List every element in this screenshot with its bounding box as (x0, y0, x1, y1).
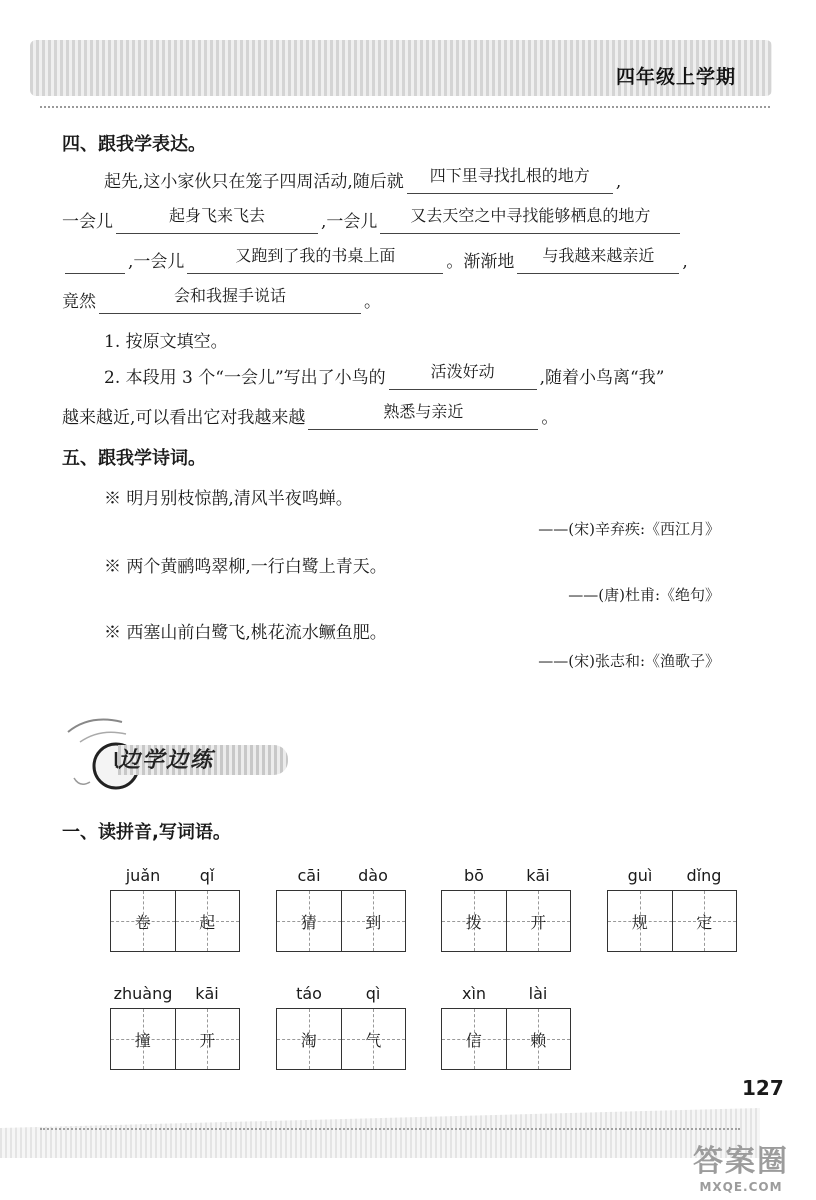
leading-blank (65, 273, 125, 274)
answer-char: 气 (365, 1030, 382, 1050)
answer-char: 猜 (300, 912, 317, 932)
section4-line-3: ,一会儿 又跑到了我的书桌上面 。渐渐地 与我越来越亲近 , (62, 250, 688, 274)
answer-char: 赖 (530, 1030, 547, 1050)
poem-line-2: ※ 两个黄鹂鸣翠柳,一行白鹭上青天。 (104, 557, 387, 577)
question-1: 1. 按原文填空。 (104, 332, 228, 352)
writing-grid (607, 890, 737, 952)
answer-blank-6: 会和我握手说话 (99, 291, 361, 314)
question-2-cont: 越来越近,可以看出它对我越来越 熟悉与亲近 。 (62, 402, 559, 428)
pinyin: kāi (526, 866, 550, 885)
exercise1-heading: 一、读拼音,写词语。 (62, 822, 231, 843)
answer-blank-2: 起身飞来飞去 (116, 211, 318, 234)
answer-char: 拨 (465, 912, 482, 932)
answer-blank-8: 熟悉与亲近 (308, 407, 538, 430)
answer-char: 开 (199, 1030, 216, 1050)
pinyin: táo (296, 984, 322, 1003)
section4-line-2: 一会儿 起身飞来飞去 ,一会儿 又去天空之中寻找能够栖息的地方 (62, 210, 683, 234)
answer-char: 到 (365, 912, 382, 932)
writing-grid (441, 1008, 571, 1070)
answer-blank-1: 四下里寻找扎根的地方 (407, 171, 613, 194)
pinyin: dǐng (686, 866, 722, 885)
writing-grid (276, 890, 406, 952)
section5-heading: 五、跟我学诗词。 (62, 448, 206, 469)
footer-divider (40, 1128, 740, 1130)
page-header-title: 四年级上学期 (615, 66, 736, 88)
answer-char: 信 (465, 1030, 482, 1050)
answer-char: 卷 (134, 912, 151, 932)
answer-char: 定 (696, 912, 713, 932)
header-divider (40, 106, 770, 108)
writing-grid (110, 1008, 240, 1070)
answer-blank-4: 又跑到了我的书桌上面 (187, 251, 443, 274)
pinyin: cāi (297, 866, 321, 885)
pinyin: qǐ (199, 866, 215, 885)
poem-line-1: ※ 明月别枝惊鹊,清风半夜鸣蝉。 (104, 489, 353, 509)
poem-source-1: ——(宋)辛弃疾:《西江月》 (538, 520, 720, 538)
answer-blank-7: 活泼好动 (389, 367, 537, 390)
answer-char: 开 (530, 912, 547, 932)
question-2: 2. 本段用 3 个“一会儿”写出了小鸟的 活泼好动 ,随着小鸟离“我” (104, 362, 665, 388)
pinyin: juǎn (125, 866, 161, 885)
section4-line-4: 竟然 会和我握手说话 。 (62, 286, 381, 312)
pinyin: dào (358, 866, 388, 885)
pinyin: zhuàng (113, 984, 173, 1003)
pinyin: bō (464, 866, 484, 885)
watermark-logo: 答案圈 MXQE.COM (693, 1144, 789, 1194)
answer-char: 淘 (300, 1030, 317, 1050)
pinyin: xìn (461, 984, 487, 1003)
page-number: 127 (742, 1076, 784, 1100)
pinyin: guì (627, 866, 653, 885)
answer-char: 起 (199, 912, 216, 932)
pinyin: qì (365, 984, 381, 1003)
writing-grid (110, 890, 240, 952)
poem-source-3: ——(宋)张志和:《渔歌子》 (538, 652, 720, 670)
section4-line-1: 起先,这小家伙只在笼子四周活动,随后就 四下里寻找扎根的地方 , (104, 166, 622, 192)
pinyin: kāi (195, 984, 219, 1003)
section4-heading: 四、跟我学表达。 (62, 134, 206, 155)
pinyin: lài (528, 984, 548, 1003)
writing-grid (441, 890, 571, 952)
answer-blank-5: 与我越来越亲近 (517, 251, 679, 274)
writing-grid (276, 1008, 406, 1070)
poem-source-2: ——(唐)杜甫:《绝句》 (568, 586, 720, 604)
answer-char: 撞 (134, 1030, 151, 1050)
answer-char: 规 (631, 912, 648, 932)
poem-line-3: ※ 西塞山前白鹭飞,桃花流水鳜鱼肥。 (104, 623, 387, 643)
answer-blank-3: 又去天空之中寻找能够栖息的地方 (380, 211, 680, 234)
banner-title: 边学边练 (118, 748, 215, 773)
footer-band (0, 1108, 760, 1158)
